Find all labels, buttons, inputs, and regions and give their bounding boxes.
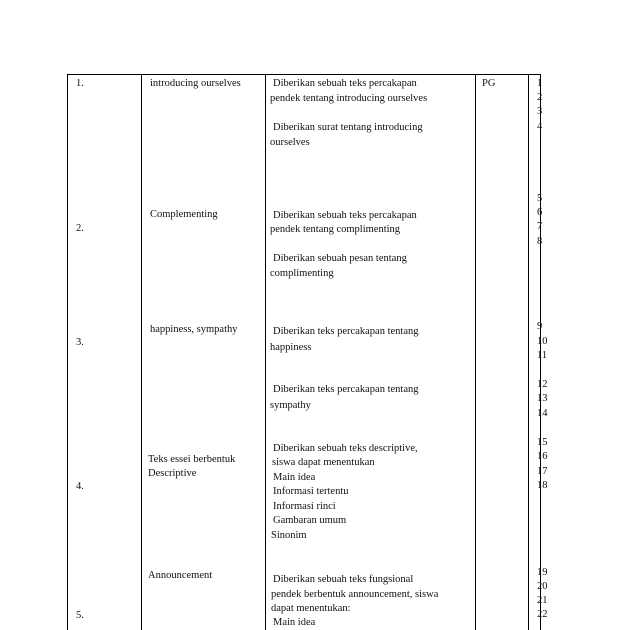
indicator-line: Diberikan surat tentang introducing (273, 122, 423, 133)
material-cell: Descriptive (148, 468, 197, 479)
item-number: 17 (537, 466, 548, 477)
indicator-line: dapat menentukan: (271, 603, 351, 614)
material-cell: Complementing (150, 209, 218, 220)
indicator-line: Diberikan sebuah teks descriptive, (273, 443, 418, 454)
indicator-line: complimenting (270, 268, 334, 279)
indicator-line: Informasi tertentu (273, 486, 349, 497)
item-number: 2 (537, 92, 543, 103)
indicator-line: Main idea (273, 617, 316, 628)
row-number: 2. (76, 223, 84, 234)
item-number: 9 (537, 321, 543, 332)
item-number: 1 (537, 78, 543, 89)
item-number: 3 (537, 106, 543, 117)
indicator-line: happiness (270, 342, 312, 353)
item-number: 16 (537, 451, 548, 462)
form-cell: PG (482, 78, 496, 89)
row-number: 1. (76, 78, 84, 89)
indicator-line: Diberikan teks percakapan tentang (273, 384, 419, 395)
item-number: 5 (537, 193, 543, 204)
item-number: 7 (537, 221, 543, 232)
item-number: 15 (537, 437, 548, 448)
material-cell: introducing ourselves (150, 78, 241, 89)
row-number: 4. (76, 481, 84, 492)
indicator-line: Informasi rinci (273, 501, 336, 512)
column-divider (528, 74, 529, 630)
material-cell: happiness, sympathy (150, 324, 238, 335)
indicator-line: Diberikan sebuah teks percakapan (273, 78, 417, 89)
column-divider (265, 74, 266, 630)
item-number: 19 (537, 567, 548, 578)
table-top-border (67, 74, 541, 75)
indicator-line: Diberikan sebuah teks percakapan (273, 210, 417, 221)
indicator-line: pendek tentang complimenting (270, 224, 401, 235)
column-divider (141, 74, 142, 630)
item-number: 8 (537, 236, 543, 247)
indicator-line: siswa dapat menentukan (272, 457, 375, 468)
indicator-line: Sinonim (271, 530, 307, 541)
row-number: 3. (76, 337, 84, 348)
item-number: 13 (537, 393, 548, 404)
indicator-line: pendek tentang introducing ourselves (270, 93, 428, 104)
indicator-line: Diberikan teks percakapan tentang (273, 326, 419, 337)
material-cell: Announcement (148, 570, 213, 581)
item-number: 20 (537, 581, 548, 592)
item-number: 12 (537, 379, 548, 390)
item-number: 10 (537, 336, 548, 347)
table-left-border (67, 74, 68, 630)
material-cell: Teks essei berbentuk (148, 454, 236, 465)
indicator-line: Main idea (273, 472, 316, 483)
indicator-line: Diberikan sebuah teks fungsional (273, 574, 414, 585)
indicator-line: ourselves (270, 137, 310, 148)
item-number: 21 (537, 595, 548, 606)
row-number: 5. (76, 610, 84, 621)
item-number: 6 (537, 207, 543, 218)
item-number: 14 (537, 408, 548, 419)
item-number: 22 (537, 609, 548, 620)
indicator-line: pendek berbentuk announcement, siswa (271, 589, 439, 600)
item-number: 4 (537, 121, 543, 132)
item-number: 18 (537, 480, 548, 491)
indicator-line: Gambaran umum (273, 515, 347, 526)
column-divider (475, 74, 476, 630)
indicator-line: sympathy (270, 400, 311, 411)
item-number: 11 (537, 350, 548, 361)
indicator-line: Diberikan sebuah pesan tentang (273, 253, 407, 264)
